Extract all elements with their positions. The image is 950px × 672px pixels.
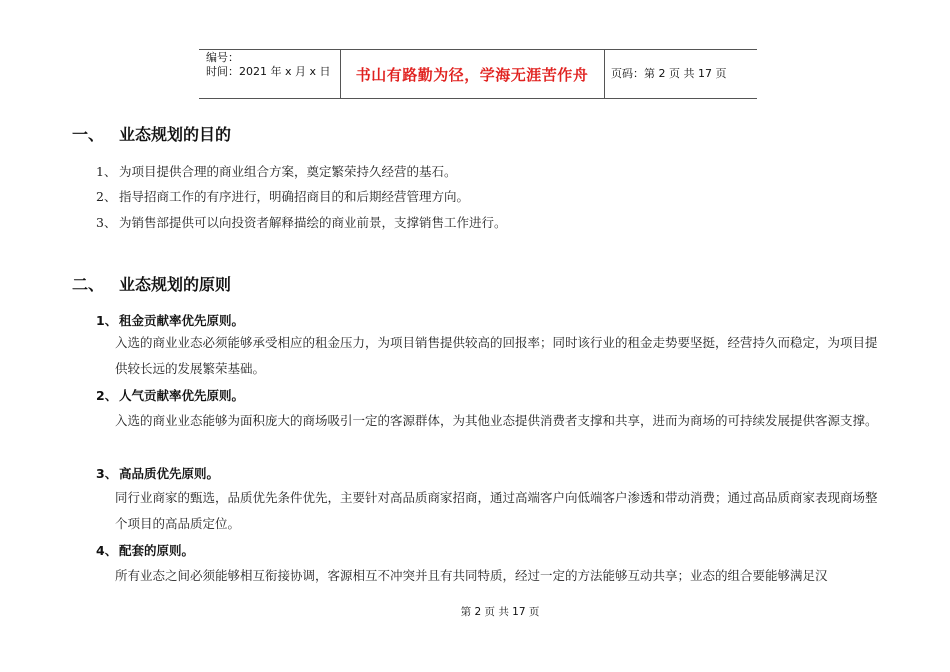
principle-paragraph: 同行业商家的甄选，品质优先条件优先，主要针对高品质商家招商，通过高端客户向低端客户渗透和带动消费；通过高品质商家表现商场整个项目的高品质定位。 bbox=[115, 490, 878, 531]
section-2-heading bbox=[72, 272, 231, 295]
section-1-heading bbox=[72, 122, 231, 145]
header-page-number: 页码：第 2 页 共 17 页 bbox=[611, 67, 727, 80]
principle-title: 人气贡献率优先原则。 bbox=[119, 388, 245, 403]
list-item-text: 指导招商工作的有序进行，明确招商目的和后期经营管理方向。 bbox=[119, 189, 470, 204]
section-2-title: 业态规划的原则 bbox=[119, 275, 232, 294]
principle-title: 租金贡献率优先原则。 bbox=[119, 313, 245, 328]
principle-number: 2、 bbox=[96, 388, 118, 403]
principle-paragraph: 所有业态之间必须能够相互衔接协调，客源相互不冲突并且有共同特质，经过一定的方法能够互动共享；业态的组合要能够满足汉 bbox=[115, 568, 828, 583]
section-1-number: 一、 bbox=[72, 125, 105, 144]
principle-paragraph: 入选的商业业态能够为面积庞大的商场吸引一定的客源群体，为其他业态提供消费者支撑和共享，进而为商场的可持续发展提供客源支撑。 bbox=[115, 413, 878, 428]
page-header bbox=[199, 49, 757, 99]
principle-heading bbox=[96, 464, 219, 482]
list-item-number: 1、 bbox=[96, 164, 117, 179]
list-item-number: 2、 bbox=[96, 189, 117, 204]
list-item bbox=[96, 187, 469, 205]
principle-title: 配套的原则。 bbox=[119, 543, 195, 558]
header-motto-cell bbox=[340, 50, 605, 98]
list-item-text: 为项目提供合理的商业组合方案，奠定繁荣持久经营的基石。 bbox=[119, 164, 457, 179]
principle-heading bbox=[96, 541, 194, 559]
list-item bbox=[96, 213, 507, 231]
principle-number: 1、 bbox=[96, 313, 118, 328]
list-item-number: 3、 bbox=[96, 215, 117, 230]
document-date-label: 时间：2021 年 x 月 x 日 bbox=[206, 65, 331, 78]
principle-heading bbox=[96, 386, 244, 404]
section-1-title: 业态规划的目的 bbox=[119, 125, 232, 144]
document-number-label: 编号： bbox=[206, 51, 239, 64]
section-2-number: 二、 bbox=[72, 275, 105, 294]
page-footer: 第 2 页 共 17 页 bbox=[460, 606, 540, 618]
list-item-text: 为销售部提供可以向投资者解释描绘的商业前景，支撑销售工作进行。 bbox=[119, 215, 507, 230]
principle-paragraph: 入选的商业业态必须能够承受相应的租金压力，为项目销售提供较高的回报率；同时该行业的租金走势要坚挺，经营持久而稳定，为项目提供较长远的发展繁荣基础。 bbox=[115, 335, 878, 376]
header-page-cell bbox=[605, 50, 757, 98]
principle-heading bbox=[96, 311, 244, 329]
header-meta-cell bbox=[199, 50, 341, 98]
principle-title: 高品质优先原则。 bbox=[119, 466, 220, 481]
header-motto: 书山有路勤为径，学海无涯苦作舟 bbox=[355, 65, 589, 84]
principle-number: 3、 bbox=[96, 466, 118, 481]
principle-number: 4、 bbox=[96, 543, 118, 558]
list-item bbox=[96, 162, 457, 180]
